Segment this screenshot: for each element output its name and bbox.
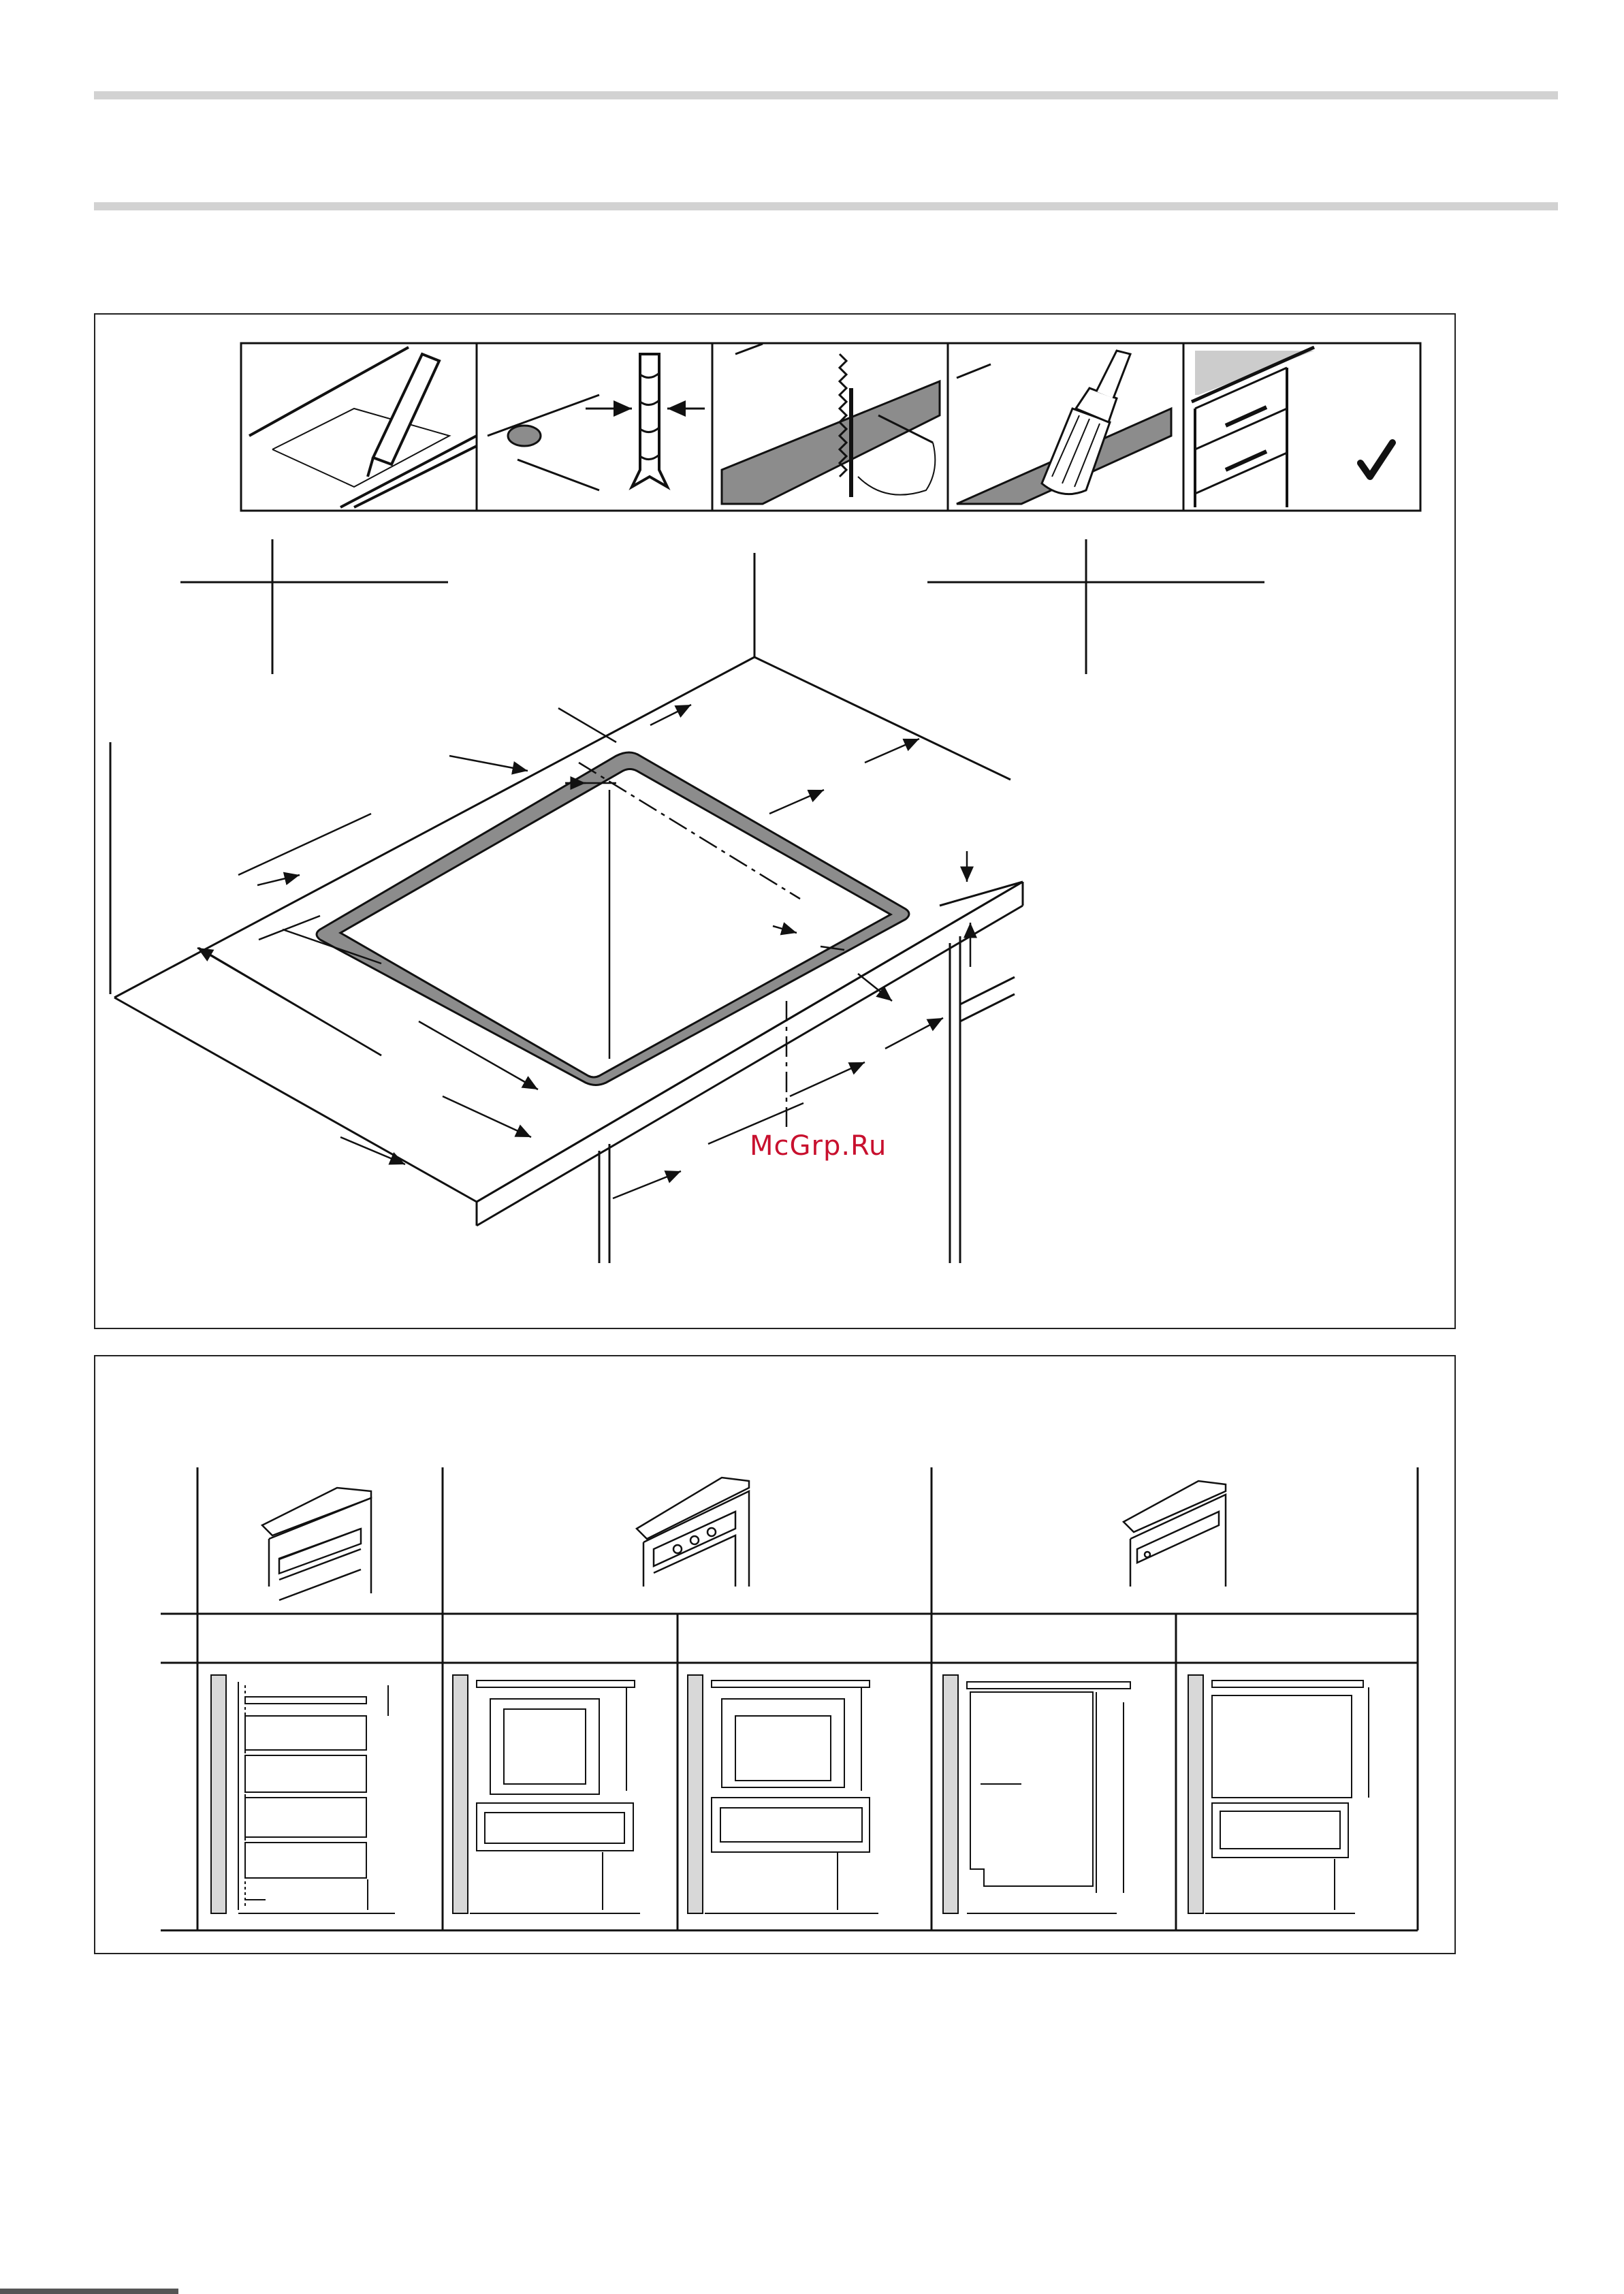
watermark-text: McGrp.Ru [750, 1130, 887, 1162]
header-rule-bottom [94, 202, 1558, 210]
installation-figure-frame [94, 313, 1456, 1329]
footer-mark [0, 2289, 178, 2294]
header-rule-top [94, 91, 1558, 99]
ventilation-figure-frame [94, 1355, 1456, 1954]
